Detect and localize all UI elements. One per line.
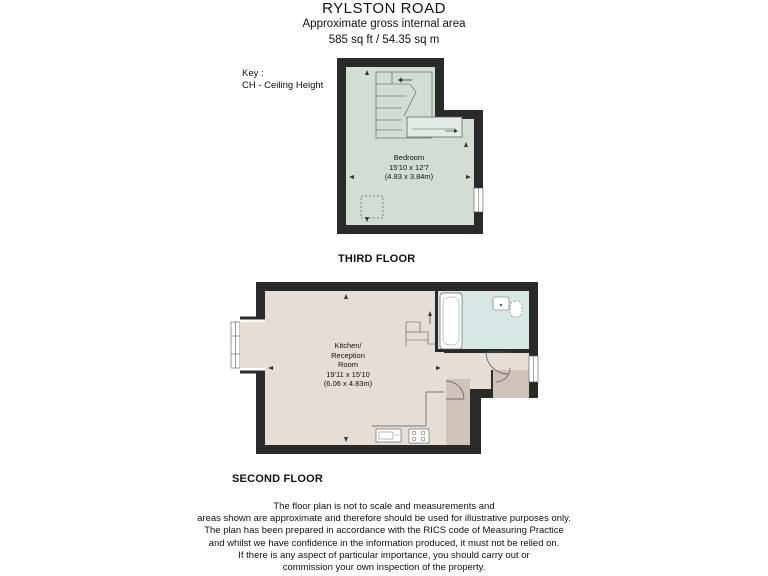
area-subtitle: Approximate gross internal area — [302, 18, 466, 30]
bedroom-label — [362, 153, 456, 182]
hob — [409, 429, 429, 443]
third-floor-plan — [337, 58, 483, 234]
key-heading: Key : — [242, 68, 264, 79]
sink — [376, 429, 401, 442]
third-floor-label: THIRD FLOOR — [338, 253, 416, 265]
disclaimer-line: and whilst we have confidence in the information produced, it must not be relied on. — [208, 537, 560, 549]
disclaimer-line: The plan has been prepared in accordance with the RICS code of Measuring Practice — [204, 525, 564, 537]
basin — [493, 297, 509, 310]
disclaimer — [0, 501, 768, 574]
reception-name-line3: Room — [337, 360, 358, 369]
disclaimer-line: If there is any aspect of particular importance, you should carry out or — [238, 549, 530, 561]
bedroom-area — [346, 67, 474, 225]
reception-label — [300, 341, 396, 389]
disclaimer-line: The floor plan is not to scale and measurements and — [273, 501, 495, 512]
disclaimer-line: commission your own inspection of the property. — [282, 562, 486, 574]
reception-dims-imperial: 19'11 x 15'10 — [326, 369, 370, 379]
hall-cupboard — [493, 370, 529, 398]
page-title: RYLSTON ROAD — [322, 0, 446, 17]
bedroom-dims-metric: (4.83 x 3.84m) — [384, 172, 434, 181]
disclaimer-line: areas shown are approximate and therefore should be used for illustrative purposes only. — [197, 513, 571, 525]
hall-landing — [446, 379, 470, 445]
wardrobe — [407, 117, 462, 137]
reception-name-line2: Reception — [331, 350, 365, 360]
reception-name-line1: Kitchen/ — [334, 341, 362, 350]
reception-dims-metric: (6.06 x 4.83m) — [323, 379, 373, 388]
bedroom-dims-imperial: 15'10 x 12'7 — [389, 162, 429, 172]
key-item: CH - Ceiling Height — [242, 80, 324, 91]
bedroom-name: Bedroom — [393, 153, 425, 162]
second-floor-label: SECOND FLOOR — [232, 473, 324, 485]
area-value: 585 sq ft / 54.35 sq m — [328, 34, 440, 46]
toilet — [510, 301, 522, 317]
